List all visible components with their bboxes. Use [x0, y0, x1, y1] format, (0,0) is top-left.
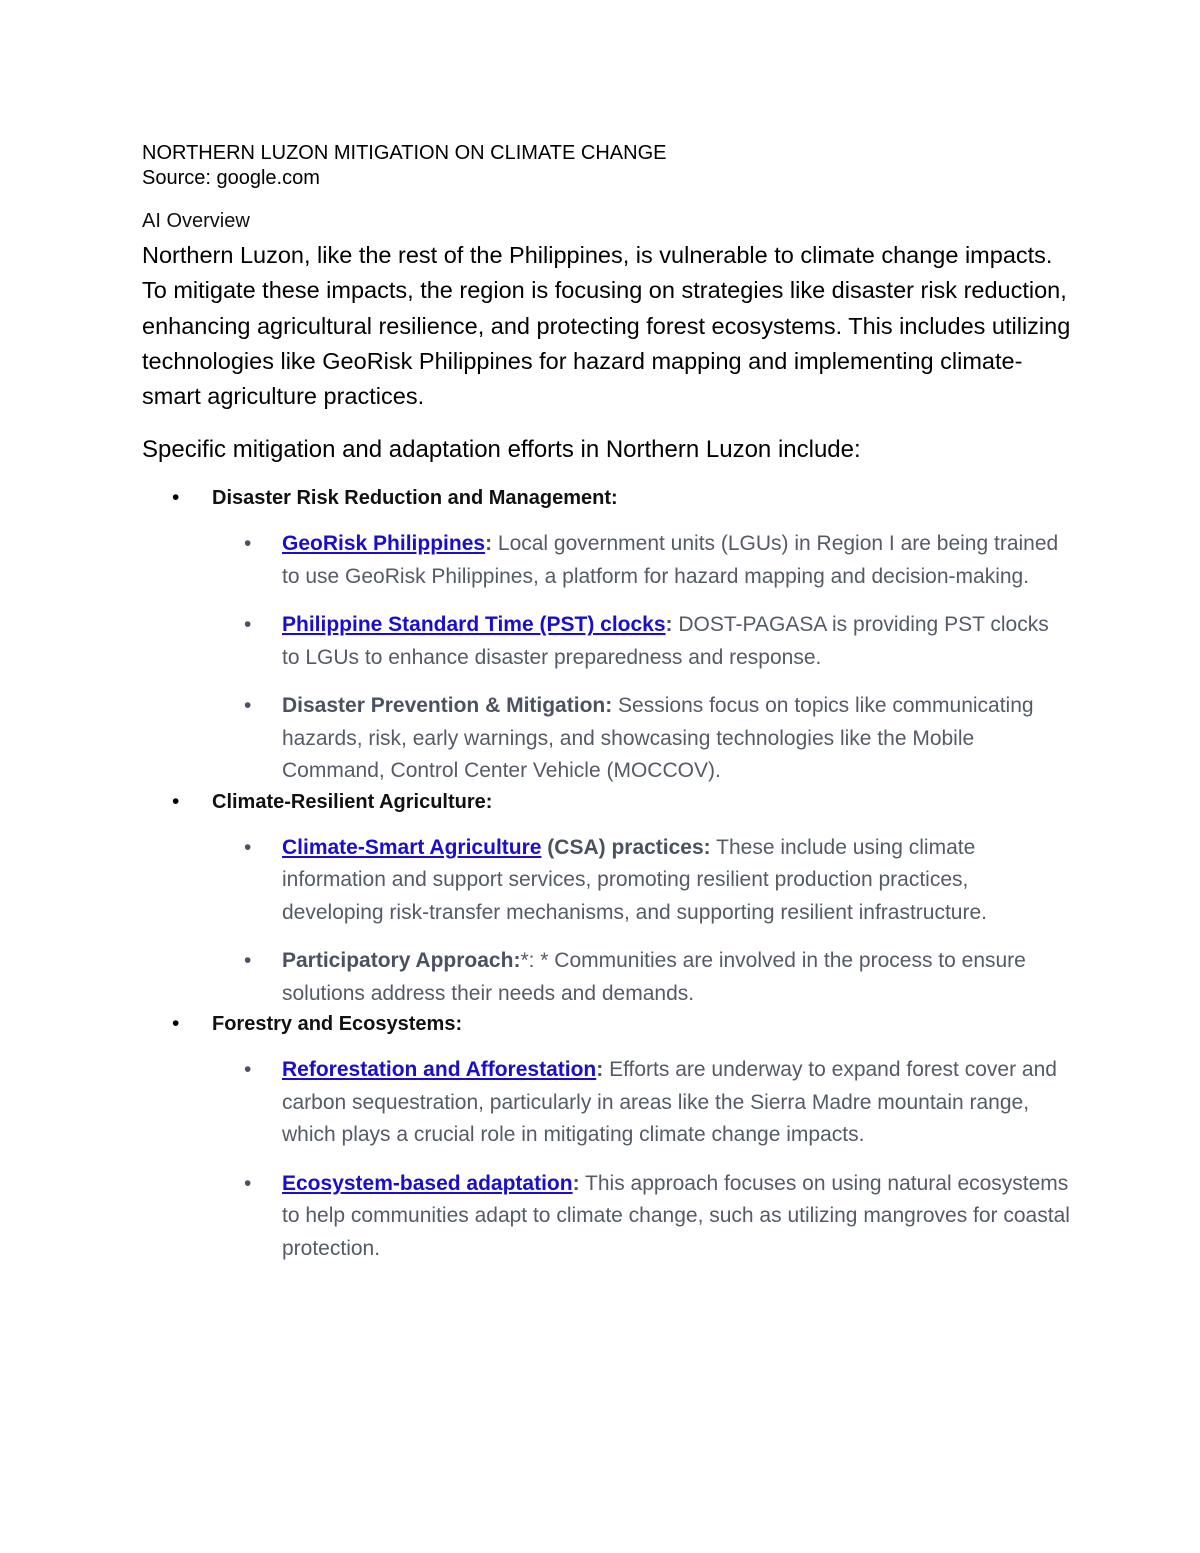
subitem-list [212, 1054, 1072, 1265]
subitem [142, 1054, 1072, 1152]
subitem-text [282, 1168, 1072, 1266]
pst-clocks-link[interactable]: Philippine Standard Time (PST) clocks [282, 613, 666, 637]
category-list [142, 484, 1072, 1265]
subitem [142, 1168, 1072, 1266]
specific-heading: Specific mitigation and adaptation efforts in Northern Luzon include: [142, 436, 861, 464]
reforestation-link[interactable]: Reforestation and Afforestation [282, 1058, 597, 1082]
category-label: Disaster Risk Reduction and Management: [212, 487, 618, 510]
subitem-text [282, 832, 1072, 930]
subitem-description: *: * Communities are involved in the process to ensure solutions address their needs and demands. [282, 949, 1026, 1005]
subitem-text [282, 1054, 1072, 1152]
subitem-description: This approach focuses on using natural ecosystems to help communities adapt to climate change, such as utilizing mangroves for coastal protection. [282, 1171, 1070, 1260]
subitem-list [212, 832, 1072, 1011]
subitem-description: These include using climate information and support services, promoting resilient production practices, developing risk-transfer mechanisms, and supporting resilient infrastructure. [282, 835, 987, 924]
bullet-icon: • [172, 789, 180, 813]
bullet-icon: • [244, 1171, 252, 1195]
subitem-text [282, 945, 1072, 1010]
category-item [142, 788, 1072, 1011]
category-label: Climate-Resilient Agriculture: [212, 790, 493, 813]
georisk-link[interactable]: GeoRisk Philippines [282, 532, 486, 556]
subitem-bold-suffix: : [596, 1058, 604, 1082]
subitem-text [282, 690, 1072, 788]
subitem-text [282, 528, 1072, 593]
subitem-bold-suffix: (CSA) practices: [541, 835, 711, 859]
category-label: Forestry and Ecosystems: [212, 1013, 463, 1036]
source-line: Source: google.com [142, 167, 320, 189]
bullet-icon: • [244, 532, 252, 556]
bullet-icon: • [244, 949, 252, 973]
subitem [142, 690, 1072, 788]
subitem-description: Sessions focus on topics like communicating hazards, risk, early warnings, and showcasing technologies like the Mobile Command, Control Center Vehicle (MOCCOV). [282, 694, 1034, 783]
subitem [142, 528, 1072, 593]
subitem [142, 609, 1072, 674]
ecosystem-adaptation-link[interactable]: Ecosystem-based adaptation [282, 1171, 573, 1195]
document-page [142, 140, 1072, 1265]
overview-label: AI Overview [142, 210, 250, 232]
subitem-bold-label: Participatory Approach: [282, 949, 521, 973]
subitem-description: Local government units (LGUs) in Region I are being trained to use GeoRisk Philippines, a platform for hazard mapping and decision-making. [282, 532, 1059, 588]
climate-smart-agriculture-link[interactable]: Climate-Smart Agriculture [282, 835, 542, 859]
bullet-icon: • [244, 613, 252, 637]
subitem-description: DOST-PAGASA is providing PST clocks to LGUs to enhance disaster preparedness and response. [282, 613, 1049, 669]
subitem-list [212, 528, 1072, 788]
bullet-icon: • [244, 694, 252, 718]
bullet-icon: • [172, 486, 180, 510]
subitem-bold-suffix: : [485, 532, 493, 556]
subitem-bold-label: Disaster Prevention & Mitigation: [282, 694, 613, 718]
document-title: NORTHERN LUZON MITIGATION ON CLIMATE CHANGE [142, 142, 667, 164]
subitem [142, 945, 1072, 1010]
subitem [142, 832, 1072, 930]
subitem-text [282, 609, 1072, 674]
lead-paragraph: Northern Luzon, like the rest of the Philippines, is vulnerable to climate change impacts. To mitigate these impacts, the region is focusing on strategies like disaster risk reduction, enhancing agricultural resilience, and protecting forest ecosystems. This includes utilizing technologies like GeoRisk Philippines for hazard mapping and implementing climate-smart agriculture practices. [142, 242, 1071, 410]
category-item [142, 484, 1072, 788]
subitem-description: Efforts are underway to expand forest cover and carbon sequestration, particularly in areas like the Sierra Madre mountain range, which plays a crucial role in mitigating climate change impacts. [282, 1058, 1057, 1147]
bullet-icon: • [172, 1012, 180, 1036]
subitem-bold-suffix: : [572, 1171, 580, 1195]
bullet-icon: • [244, 835, 252, 859]
category-item [142, 1010, 1072, 1265]
bullet-icon: • [244, 1058, 252, 1082]
subitem-bold-suffix: : [665, 613, 673, 637]
